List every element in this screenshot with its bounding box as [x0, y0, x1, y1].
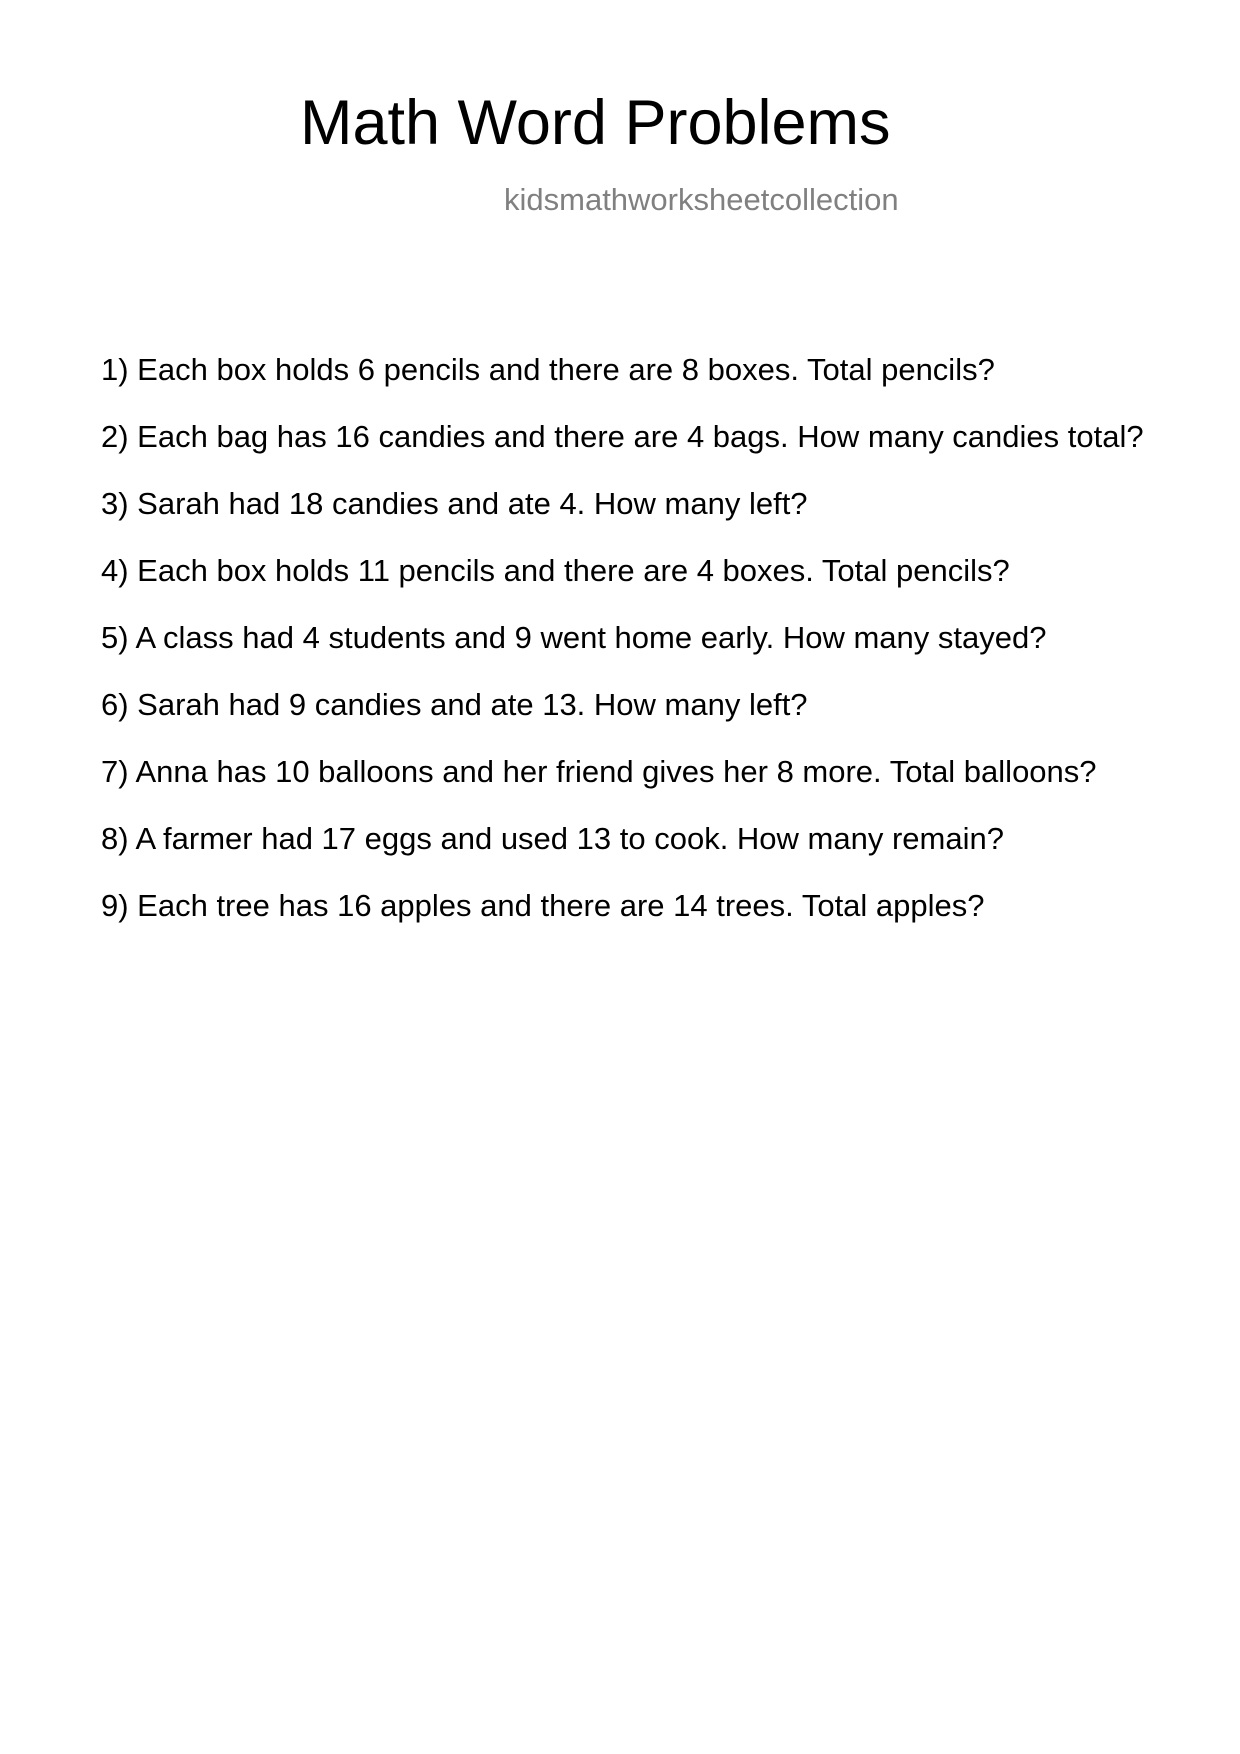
- problem-item: 5) A class had 4 students and 9 went home early. How many stayed?: [101, 620, 1047, 655]
- problem-item: 2) Each bag has 16 candies and there are 4 bags. How many candies total?: [101, 419, 1144, 454]
- problem-list: [101, 348, 1161, 951]
- problem-item: 1) Each box holds 6 pencils and there are 8 boxes. Total pencils?: [101, 352, 995, 387]
- page-title: Math Word Problems: [300, 88, 891, 158]
- problem-item: 9) Each tree has 16 apples and there are 14 trees. Total apples?: [101, 888, 985, 923]
- problem-item: 6) Sarah had 9 candies and ate 13. How many left?: [101, 687, 808, 722]
- problem-item: 7) Anna has 10 balloons and her friend gives her 8 more. Total balloons?: [101, 754, 1097, 789]
- problem-item: 8) A farmer had 17 eggs and used 13 to cook. How many remain?: [101, 821, 1004, 856]
- page-subtitle: kidsmathworksheetcollection: [504, 182, 899, 217]
- problem-item: 4) Each box holds 11 pencils and there are 4 boxes. Total pencils?: [101, 553, 1010, 588]
- problem-item: 3) Sarah had 18 candies and ate 4. How many left?: [101, 486, 808, 521]
